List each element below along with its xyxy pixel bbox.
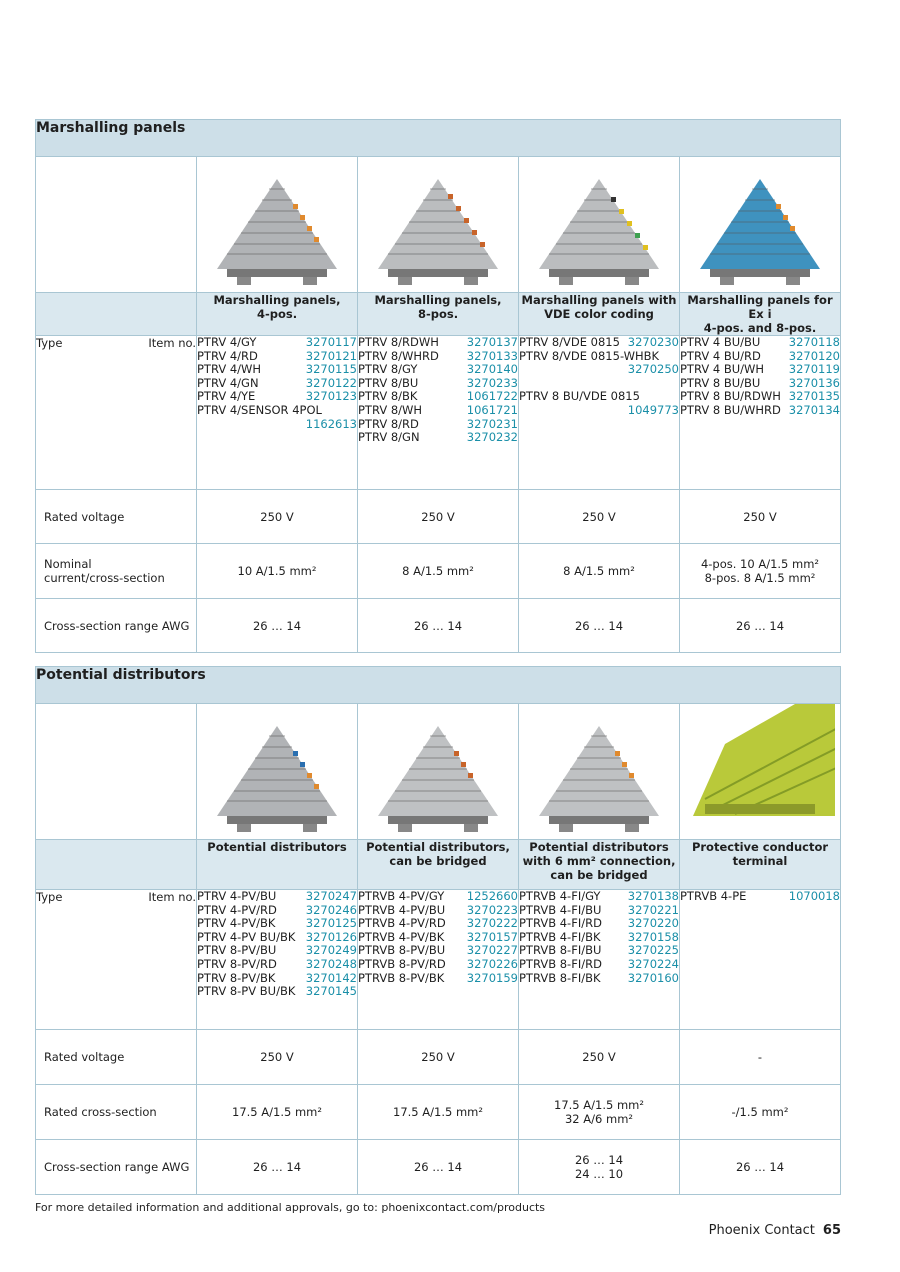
type-code: PTRV 4/GY (197, 335, 257, 349)
item-entry (197, 890, 357, 904)
cell-value: 26 … 14 (519, 599, 680, 653)
row-label: Cross-section range AWG (36, 1140, 197, 1195)
item-number: 3270248 (305, 956, 357, 971)
item-entry (680, 390, 840, 404)
item-entry (358, 377, 518, 391)
type-code: PTRVB 4-FI/BU (519, 902, 602, 917)
type-code: PTRVB 4-PV/BU (358, 902, 446, 917)
row-label: Nominal current/cross-section (36, 544, 197, 599)
item-number: 3270227 (466, 943, 518, 958)
item-entry (519, 904, 679, 918)
type-code: PTRVB 8-PV/BU (358, 943, 446, 958)
item-entry (358, 418, 518, 432)
type-code: PTRV 8-PV/BU (197, 943, 277, 958)
item-number: 1061722 (466, 389, 518, 404)
type-code: PTRV 8/RD (358, 416, 419, 431)
item-number: 3270225 (627, 943, 679, 958)
marshalling-section-title: Marshalling panels (36, 120, 841, 157)
item-list-cell (519, 336, 680, 490)
item-number: 1070018 (788, 889, 840, 903)
type-label-cell (36, 890, 197, 1030)
item-list-cell (197, 336, 358, 490)
item-number: 3270231 (466, 416, 518, 431)
item-number: 3270122 (305, 375, 357, 390)
item-entry (519, 890, 679, 904)
item-no-label: Item no. (148, 890, 196, 904)
footer-note: For more detailed information and additional approvals, go to: phoenixcontact.com/products (35, 1201, 546, 1214)
empty-cell (36, 840, 197, 890)
type-label-cell (36, 336, 197, 490)
item-list-cell (358, 890, 519, 1030)
item-number: 3270246 (305, 902, 357, 917)
type-label: Type (36, 890, 63, 904)
item-entry (197, 336, 357, 350)
cell-value: 17.5 A/1.5 mm² 32 A/6 mm² (519, 1085, 680, 1140)
type-code: PTRVB 8-PV/BK (358, 970, 445, 985)
type-code: PTRV 4-PV BU/BK (197, 929, 296, 944)
row-label: Cross-section range AWG (36, 599, 197, 653)
item-number: 3270223 (466, 902, 518, 917)
type-code: PTRVB 4-PV/BK (358, 929, 445, 944)
item-list-cell (358, 336, 519, 490)
item-number: 3270232 (466, 430, 518, 445)
type-code: PTRVB 8-FI/BU (519, 943, 602, 958)
item-list-cell (519, 890, 680, 1030)
item-list (358, 336, 518, 445)
item-number: 3270157 (466, 929, 518, 944)
type-code: PTRV 8/BU (358, 375, 419, 390)
cell-value: 26 … 14 (358, 599, 519, 653)
type-code: PTRV 8 BU/BU (680, 375, 761, 390)
product-image (197, 704, 358, 840)
type-code: PTRV 4/SENSOR 4POL (197, 402, 322, 417)
marshalling-table (35, 119, 841, 653)
empty-cell (36, 293, 197, 336)
item-number: 1162613 (305, 416, 357, 431)
type-code: PTRV 8-PV BU/BK (197, 984, 296, 999)
item-entry (197, 350, 357, 364)
item-number: 3270224 (627, 956, 679, 971)
product-image (197, 157, 358, 293)
type-code: PTRVB 8-FI/RD (519, 956, 602, 971)
cell-value: - (680, 1030, 841, 1085)
item-entry (680, 350, 840, 364)
type-code: PTRV 4/YE (197, 389, 256, 404)
item-number: 3270137 (466, 335, 518, 349)
item-number: 3270135 (788, 389, 840, 404)
item-number: 3270115 (305, 362, 357, 377)
type-code: PTRVB 8-PV/RD (358, 956, 446, 971)
type-code: PTRVB 4-FI/RD (519, 916, 602, 931)
item-entry (519, 917, 679, 931)
item-number: 3270126 (305, 929, 357, 944)
page-footer (709, 1223, 841, 1238)
cell-value: 8 A/1.5 mm² (358, 544, 519, 599)
type-code: PTRVB 4-PV/GY (358, 889, 445, 903)
item-entry (197, 985, 357, 999)
item-number: 3270226 (466, 956, 518, 971)
item-number: 3270133 (466, 348, 518, 363)
item-entry (358, 404, 518, 418)
type-code: PTRV 8/VDE 0815 (519, 335, 620, 349)
column-header: Marshalling panels, 8-pos. (358, 293, 519, 336)
item-entry (358, 336, 518, 350)
item-entry (358, 390, 518, 404)
type-code: PTRV 4/WH (197, 362, 262, 377)
cell-value: 17.5 A/1.5 mm² (197, 1085, 358, 1140)
item-number: 3270230 (627, 335, 679, 349)
column-header: Potential distributors, can be bridged (358, 840, 519, 890)
product-image (358, 157, 519, 293)
item-entry (519, 931, 679, 945)
cell-value: 250 V (358, 1030, 519, 1085)
cell-value: 26 … 14 24 … 10 (519, 1140, 680, 1195)
cell-value: 17.5 A/1.5 mm² (358, 1085, 519, 1140)
item-number: 1252660 (466, 889, 518, 903)
item-number: 3270118 (788, 335, 840, 349)
item-entry (197, 972, 357, 986)
type-code: PTRVB 4-FI/BK (519, 929, 601, 944)
item-list (680, 336, 840, 418)
item-entry (680, 336, 840, 350)
type-code: PTRV 4-PV/RD (197, 902, 277, 917)
item-number: 3270158 (627, 929, 679, 944)
type-code: PTRV 8/WH (358, 402, 423, 417)
item-entry (197, 390, 357, 404)
item-list (358, 890, 518, 985)
item-entry (358, 972, 518, 986)
distributors-table (35, 666, 841, 1195)
cell-value: 250 V (680, 490, 841, 544)
type-code: PTRVB 4-FI/GY (519, 889, 601, 903)
cell-value: 26 … 14 (197, 599, 358, 653)
item-entry (358, 904, 518, 918)
type-code: PTRV 8 BU/RDWH (680, 389, 781, 404)
cell-value: 250 V (358, 490, 519, 544)
item-number: 3270121 (305, 348, 357, 363)
item-number: 3270233 (466, 375, 518, 390)
item-entry (358, 431, 518, 445)
item-entry (680, 890, 840, 904)
item-entry (197, 958, 357, 972)
item-number: 3270125 (305, 916, 357, 931)
item-list-cell (197, 890, 358, 1030)
item-entry (680, 363, 840, 377)
item-number: 1061721 (466, 402, 518, 417)
empty-cell (36, 157, 197, 293)
column-header: Potential distributors (197, 840, 358, 890)
item-number: 3270250 (627, 362, 679, 377)
item-entry (519, 958, 679, 972)
row-label: Rated cross-section (36, 1085, 197, 1140)
type-code: PTRV 4/RD (197, 348, 258, 363)
type-code: PTRVB 4-PV/RD (358, 916, 446, 931)
type-code: PTRVB 4-PE (680, 889, 747, 903)
item-number: 1049773 (627, 402, 679, 417)
item-entry (358, 958, 518, 972)
cell-value: 10 A/1.5 mm² (197, 544, 358, 599)
cell-value: 250 V (197, 1030, 358, 1085)
product-image (680, 704, 841, 840)
type-code: PTRV 4 BU/BU (680, 335, 761, 349)
item-entry (197, 931, 357, 945)
item-no-label: Item no. (148, 336, 196, 350)
item-list (519, 336, 679, 418)
item-number: 3270136 (788, 375, 840, 390)
item-number: 3270117 (305, 335, 357, 349)
item-list (680, 890, 840, 904)
item-entry (358, 350, 518, 364)
column-header: Protective conductor terminal (680, 840, 841, 890)
type-code: PTRV 8/GY (358, 362, 418, 377)
item-number: 3270249 (305, 943, 357, 958)
cell-value: -/1.5 mm² (680, 1085, 841, 1140)
item-number: 3270123 (305, 389, 357, 404)
item-number: 3270119 (788, 362, 840, 377)
type-code: PTRV 8/RDWH (358, 335, 439, 349)
type-code: PTRV 8 BU/VDE 0815 (519, 389, 640, 404)
type-code: PTRV 8 BU/WHRD (680, 402, 781, 417)
item-entry (358, 363, 518, 377)
cell-value: 26 … 14 (680, 599, 841, 653)
type-code: PTRV 4 BU/RD (680, 348, 761, 363)
item-number: 3270160 (627, 970, 679, 985)
item-list-cell (680, 336, 841, 490)
cell-value: 4-pos. 10 A/1.5 mm² 8-pos. 8 A/1.5 mm² (680, 544, 841, 599)
item-number: 3270120 (788, 348, 840, 363)
type-code: PTRV 8/BK (358, 389, 418, 404)
type-label: Type (36, 336, 63, 350)
product-image (519, 704, 680, 840)
type-code: PTRV 4 BU/WH (680, 362, 765, 377)
column-header: Marshalling panels, 4-pos. (197, 293, 358, 336)
item-number: 3270142 (305, 970, 357, 985)
item-entry (519, 336, 679, 350)
product-image (519, 157, 680, 293)
type-code: PTRV 8/GN (358, 430, 420, 445)
item-entry (358, 944, 518, 958)
item-entry (197, 917, 357, 931)
item-entry (519, 972, 679, 986)
item-list-cell (680, 890, 841, 1030)
page-number: 65 (822, 1223, 841, 1238)
item-number: 3270134 (788, 402, 840, 417)
item-number: 3270221 (627, 902, 679, 917)
brand-name: Phoenix Contact (708, 1223, 815, 1238)
item-number: 3270159 (466, 970, 518, 985)
type-code: PTRV 8-PV/RD (197, 956, 277, 971)
item-entry (680, 377, 840, 391)
item-number: 3270140 (466, 362, 518, 377)
cell-value: 250 V (197, 490, 358, 544)
item-entry (519, 944, 679, 958)
type-code: PTRV 8/WHRD (358, 348, 439, 363)
cell-value: 8 A/1.5 mm² (519, 544, 680, 599)
type-code: PTRV 8-PV/BK (197, 970, 276, 985)
type-code: PTRV 4/GN (197, 375, 259, 390)
item-number: 3270222 (466, 916, 518, 931)
item-entry (519, 350, 679, 377)
item-entry (197, 363, 357, 377)
empty-cell (36, 704, 197, 840)
item-number: 3270145 (305, 984, 357, 999)
item-entry (358, 917, 518, 931)
type-code: PTRVB 8-FI/BK (519, 970, 601, 985)
item-entry (519, 390, 679, 417)
item-entry (680, 404, 840, 418)
item-entry (197, 377, 357, 391)
item-entry (358, 931, 518, 945)
distributors-section-title: Potential distributors (36, 667, 841, 704)
item-list (197, 890, 357, 999)
cell-value: 26 … 14 (197, 1140, 358, 1195)
row-label: Rated voltage (36, 490, 197, 544)
item-entry (358, 890, 518, 904)
product-image (680, 157, 841, 293)
item-entry (197, 404, 357, 431)
item-number: 3270138 (627, 889, 679, 903)
item-number: 3270247 (305, 889, 357, 903)
item-list (519, 890, 679, 985)
item-entry (197, 904, 357, 918)
product-image (358, 704, 519, 840)
column-header: Potential distributors with 6 mm² connection, can be bridged (519, 840, 680, 890)
type-code: PTRV 4-PV/BU (197, 889, 277, 903)
column-header: Marshalling panels for Ex i 4-pos. and 8-pos. (680, 293, 841, 336)
cell-value: 26 … 14 (358, 1140, 519, 1195)
item-entry (197, 944, 357, 958)
row-label: Rated voltage (36, 1030, 197, 1085)
cell-value: 250 V (519, 1030, 680, 1085)
item-number: 3270220 (627, 916, 679, 931)
column-header: Marshalling panels with VDE color coding (519, 293, 680, 336)
cell-value: 26 … 14 (680, 1140, 841, 1195)
type-code: PTRV 8/VDE 0815-WHBK (519, 348, 660, 363)
cell-value: 250 V (519, 490, 680, 544)
type-code: PTRV 4-PV/BK (197, 916, 276, 931)
item-list (197, 336, 357, 431)
